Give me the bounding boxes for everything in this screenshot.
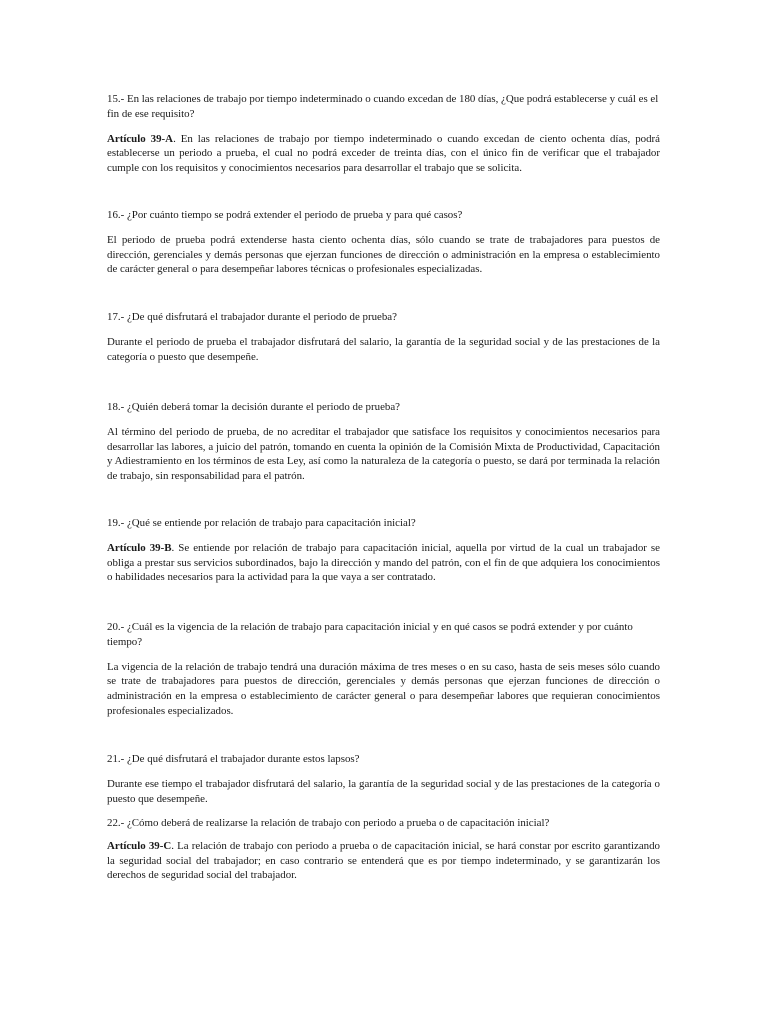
- answer-17-text: Durante el periodo de prueba el trabajador disfrutará del salario, la garantía de la seguridad social y de las prestaciones de la categoría o puesto que desempeñe.: [107, 335, 660, 363]
- qa-item-21: [107, 752, 660, 806]
- answer-15: [107, 132, 660, 176]
- article-39-b: Artículo 39-B: [107, 541, 172, 554]
- answer-18-text: Al término del periodo de prueba, de no acreditar el trabajador que satisface los requisitos y conocimientos necesarios para desarrollar las labores, a juicio del patrón, tomando en cuenta la opinión de la Comisión Mixta de Productividad, Capacitación y Adiestramiento en los términos de esta Ley, así como la naturaleza de la categoría o puesto, se dará por terminada la relación de trabajo, sin responsabilidad para el patrón.: [107, 425, 660, 483]
- qa-item-16: [107, 208, 660, 277]
- answer-21: [107, 777, 660, 807]
- qa-item-15: [107, 92, 660, 176]
- answer-19: [107, 541, 660, 585]
- qa-item-20: [107, 620, 660, 719]
- qa-item-19: [107, 516, 660, 585]
- answer-22-text: . La relación de trabajo con periodo a prueba o de capacitación inicial, se hará constar por escrito garantizando la seguridad social del trabajador; en caso contrario se entenderá que es por tiempo indeterminado, y se garantizarán los derechos de seguridad social del trabajador.: [107, 839, 660, 882]
- qa-item-17: [107, 310, 660, 364]
- answer-22: [107, 839, 660, 883]
- answer-16-text: El periodo de prueba podrá extenderse hasta ciento ochenta días, sólo cuando se trate de trabajadores para puestos de dirección, gerenciales y demás personas que ejerzan funciones de dirección o administración en la empresa o establecimiento de carácter general o para desempeñar labores técnicas o profesionales especializadas.: [107, 233, 660, 276]
- answer-21-text: Durante ese tiempo el trabajador disfrutará del salario, la garantía de la seguridad social y de las prestaciones de la categoría o puesto que desempeñe.: [107, 777, 660, 805]
- answer-20-text: La vigencia de la relación de trabajo tendrá una duración máxima de tres meses o en su caso, hasta de seis meses sólo cuando se trate de trabajadores para puestos de dirección, gerenciales y demás personas que ejerzan funciones de dirección o administración en la empresa o establecimiento de carácter general o para desempeñar labores que requieran conocimientos profesionales especializados.: [107, 660, 660, 717]
- question-20: 20.- ¿Cuál es la vigencia de la relación de trabajo para capacitación inicial y en qué casos se podrá extender y por cuánto tiempo?: [107, 621, 633, 648]
- answer-19-text: . Se entiende por relación de trabajo para capacitación inicial, aquella por virtud de la cual un trabajador se obliga a prestar sus servicios subordinados, bajo la dirección y mando del patrón, con el fin de que adquiera los conocimientos o habilidades necesarios para la actividad para la que vaya a ser contratado.: [107, 541, 660, 584]
- question-16: 16.- ¿Por cuánto tiempo se podrá extender el periodo de prueba y para qué casos?: [107, 209, 463, 221]
- question-18: 18.- ¿Quién deberá tomar la decisión durante el periodo de prueba?: [107, 401, 401, 413]
- article-39-a: Artículo 39-A: [107, 132, 174, 145]
- question-22: 22.- ¿Cómo deberá de realizarse la relación de trabajo con periodo a prueba o de capacitación inicial?: [107, 817, 550, 829]
- qa-item-22: [107, 816, 660, 883]
- answer-15-text: . En las relaciones de trabajo por tiempo indeterminado o cuando excedan de ciento ochenta días, podrá establecerse un periodo a prueba, el cual no podrá exceder de treinta días, con el único fin de verificar que el trabajador cumple con los requisitos y conocimientos necesarios para desarrollar el trabajo que se solicita.: [107, 132, 660, 175]
- question-15: 15.- En las relaciones de trabajo por tiempo indeterminado o cuando excedan de 180 días, ¿Que podrá establecerse y cuál es el fin de ese requisito?: [107, 93, 659, 120]
- answer-17: [107, 335, 660, 365]
- answer-16: [107, 233, 660, 277]
- answer-18: [107, 425, 660, 484]
- qa-item-18: [107, 400, 660, 484]
- question-17: 17.- ¿De qué disfrutará el trabajador durante el periodo de prueba?: [107, 311, 397, 323]
- question-19: 19.- ¿Qué se entiende por relación de trabajo para capacitación inicial?: [107, 517, 416, 529]
- article-39-c: Artículo 39-C: [107, 839, 172, 852]
- answer-20: [107, 660, 660, 719]
- question-21: 21.- ¿De qué disfrutará el trabajador durante estos lapsos?: [107, 753, 360, 765]
